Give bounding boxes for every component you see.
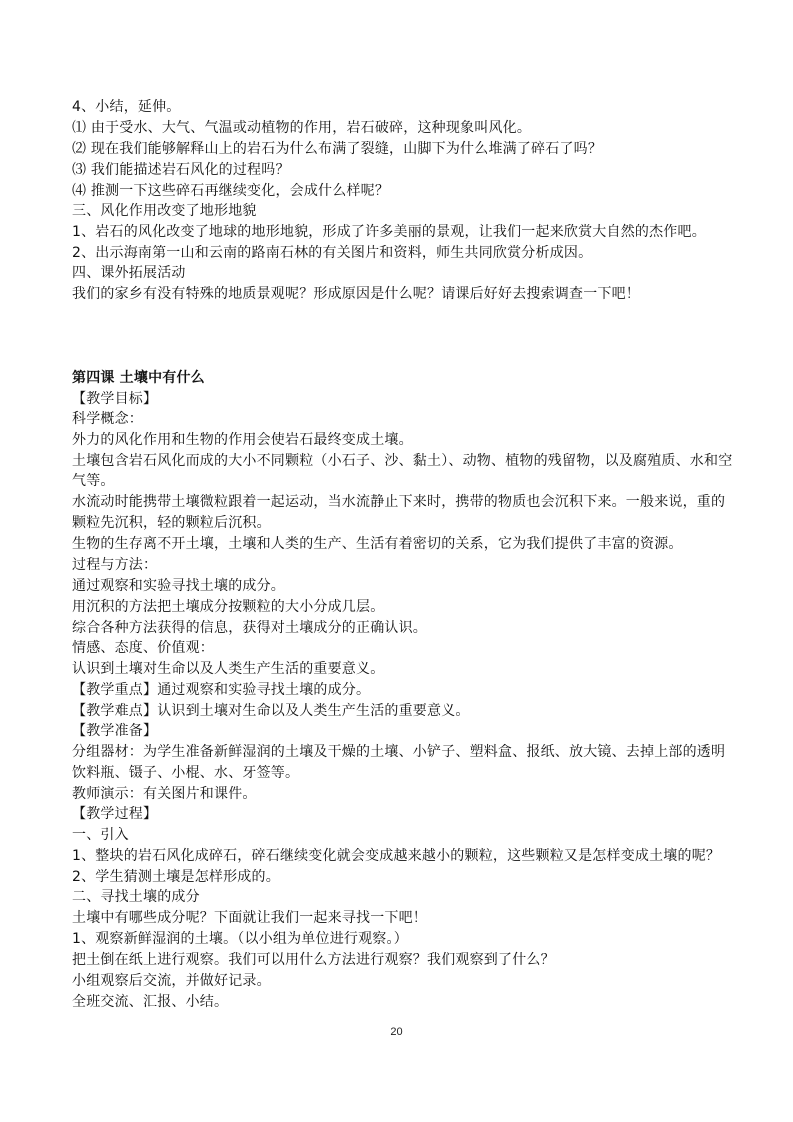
text-line: 2、出示海南第一山和云南的路南石林的有关图片和资料，师生共同欣赏分析成因。 bbox=[72, 245, 593, 261]
text-line: 外力的风化作用和生物的作用会使岩石最终变成土壤。 bbox=[72, 432, 413, 448]
text-line: 小组观察后交流，并做好记录。 bbox=[72, 973, 271, 989]
text-line: 1、岩石的风化改变了地球的地形地貌，形成了许多美丽的景观，让我们一起来欣赏大自然的杰作吧。 bbox=[72, 224, 706, 240]
text-line: 饮料瓶、镊子、小棍、水、牙签等。 bbox=[72, 765, 300, 781]
text-line: 认识到土壤对生命以及人类生产生活的重要意义。 bbox=[72, 661, 385, 677]
text-line: 综合各种方法获得的信息，获得对土壤成分的正确认识。 bbox=[72, 620, 427, 636]
text-line: ⑵ 现在我们能够解释山上的岩石为什么布满了裂缝，山脚下为什么堆满了碎石了吗？ bbox=[72, 141, 603, 157]
text-line: ⑶ 我们能描述岩石风化的过程吗？ bbox=[72, 162, 290, 178]
lesson-title: 第四课 土壤中有什么 bbox=[72, 370, 205, 386]
text-line: 全班交流、汇报、小结。 bbox=[72, 994, 229, 1010]
text-line: 2、学生猜测土壤是怎样形成的。 bbox=[72, 869, 280, 885]
section-heading: 二、寻找土壤的成分 bbox=[72, 889, 200, 905]
text-line: 1、整块的岩石风化成碎石，碎石继续变化就会变成越来越小的颗粒，这些颗粒又是怎样变成土壤的呢？ bbox=[72, 848, 721, 864]
text-line: ⑷ 推测一下这些碎石再继续变化，会成什么样呢？ bbox=[72, 183, 390, 199]
text-line: 气等。 bbox=[72, 473, 115, 489]
section-heading: 【教学准备】 bbox=[72, 723, 158, 739]
section-heading: 四、课外拓展活动 bbox=[72, 265, 186, 281]
text-line: 4、小结，延伸。 bbox=[72, 99, 181, 115]
text-line: 水流动时能携带土壤微粒跟着一起运动，当水流静止下来时，携带的物质也会沉积下来。一般来说，重的 bbox=[72, 494, 726, 510]
section-heading: 三、风化作用改变了地形地貌 bbox=[72, 203, 257, 219]
text-line: 1、观察新鲜湿润的土壤。（以小组为单位进行观察。） bbox=[72, 931, 408, 947]
text-line: 土壤中有哪些成分呢？下面就让我们一起来寻找一下吧！ bbox=[72, 910, 427, 926]
text-line: ⑴ 由于受水、大气、气温或动植物的作用，岩石破碎，这种现象叫风化。 bbox=[72, 120, 532, 136]
text-line: 教师演示：有关图片和课件。 bbox=[72, 786, 257, 802]
section-heading: 【教学目标】 bbox=[72, 391, 158, 407]
text-line: 【教学重点】通过观察和实验寻找土壤的成分。 bbox=[72, 682, 371, 698]
text-line: 用沉积的方法把土壤成分按颗粒的大小分成几层。 bbox=[72, 599, 385, 615]
text-line: 通过观察和实验寻找土壤的成分。 bbox=[72, 578, 285, 594]
page-number: 20 bbox=[390, 1026, 403, 1038]
text-line: 我们的家乡有没有特殊的地质景观呢？形成原因是什么呢？请课后好好去搜索调查一下吧！ bbox=[72, 286, 640, 302]
text-line: 科学概念： bbox=[72, 411, 143, 427]
text-line: 颗粒先沉积，轻的颗粒后沉积。 bbox=[72, 515, 271, 531]
section-heading: 【教学过程】 bbox=[72, 806, 158, 822]
text-line: 分组器材：为学生准备新鲜湿润的土壤及干燥的土壤、小铲子、塑料盒、报纸、放大镜、去掉上部的透明 bbox=[72, 744, 726, 760]
text-line: 把土倒在纸上进行观察。我们可以用什么方法进行观察？我们观察到了什么？ bbox=[72, 952, 555, 968]
text-line: 过程与方法： bbox=[72, 557, 158, 573]
text-line: 土壤包含岩石风化而成的大小不同颗粒（小石子、沙、黏土）、动物、植物的残留物，以及腐殖质、水和空 bbox=[72, 453, 733, 469]
text-line: 【教学难点】认识到土壤对生命以及人类生产生活的重要意义。 bbox=[72, 703, 470, 719]
text-line: 情感、态度、价值观： bbox=[72, 640, 214, 656]
text-line: 生物的生存离不开土壤，土壤和人类的生产、生活有着密切的关系，它为我们提供了丰富的资源。 bbox=[72, 536, 683, 552]
section-heading: 一、引入 bbox=[72, 827, 129, 843]
